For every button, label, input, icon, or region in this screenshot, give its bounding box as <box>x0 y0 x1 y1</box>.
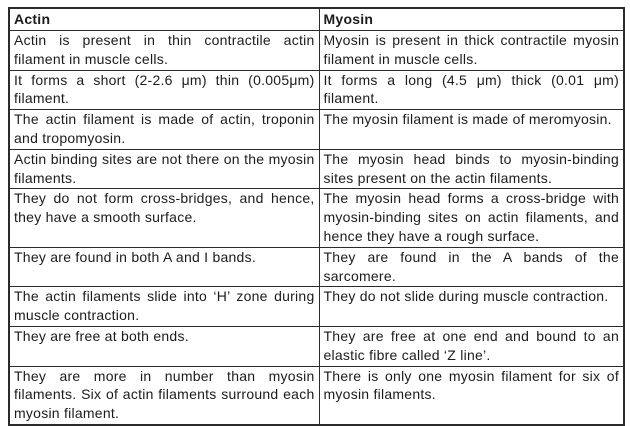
actin-myosin-table <box>8 7 625 426</box>
table-row <box>9 70 624 110</box>
header-row <box>9 8 624 31</box>
table-row <box>9 366 624 425</box>
myosin-cell: There is only one myosin filament for six of myosin filaments. <box>319 366 624 425</box>
actin-cell: They are free at both ends. <box>9 326 319 366</box>
actin-cell: They do not form cross-bridges, and hence, they have a smooth surface. <box>9 189 319 247</box>
actin-cell: They are found in both A and I bands. <box>9 247 319 287</box>
actin-cell: The actin filament is made of actin, troponin and tropomyosin. <box>9 110 319 150</box>
table-row <box>9 31 624 71</box>
table-row <box>9 247 624 287</box>
table-row <box>9 149 624 189</box>
actin-cell: Actin binding sites are not there on the myosin filaments. <box>9 149 319 189</box>
myosin-cell: Myosin is present in thick contractile myosin filament in muscle cells. <box>319 31 624 71</box>
myosin-cell: They are found in the A bands of the sarcomere. <box>319 247 624 287</box>
table-row <box>9 189 624 247</box>
actin-cell: The actin filaments slide into ‘H’ zone during muscle contraction. <box>9 287 319 327</box>
table-row <box>9 326 624 366</box>
myosin-cell: The myosin head forms a cross-bridge with myosin-binding sites on actin filaments, and hence they have a rough surface. <box>319 189 624 247</box>
myosin-cell: The myosin head binds to myosin-binding sites present on the actin filaments. <box>319 149 624 189</box>
column-header-actin: Actin <box>9 8 319 31</box>
myosin-cell: They are free at one end and bound to an elastic fibre called ‘Z line’. <box>319 326 624 366</box>
table-row <box>9 110 624 150</box>
actin-cell: Actin is present in thin contractile actin filament in muscle cells. <box>9 31 319 71</box>
table-row <box>9 287 624 327</box>
actin-cell: It forms a short (2-2.6 μm) thin (0.005μm) filament. <box>9 70 319 110</box>
actin-cell: They are more in number than myosin filaments. Six of actin filaments surround each myosin filament. <box>9 366 319 425</box>
myosin-cell: The myosin filament is made of meromyosin. <box>319 110 624 150</box>
column-header-myosin: Myosin <box>319 8 624 31</box>
myosin-cell: It forms a long (4.5 μm) thick (0.01 μm) filament. <box>319 70 624 110</box>
myosin-cell: They do not slide during muscle contraction. <box>319 287 624 327</box>
